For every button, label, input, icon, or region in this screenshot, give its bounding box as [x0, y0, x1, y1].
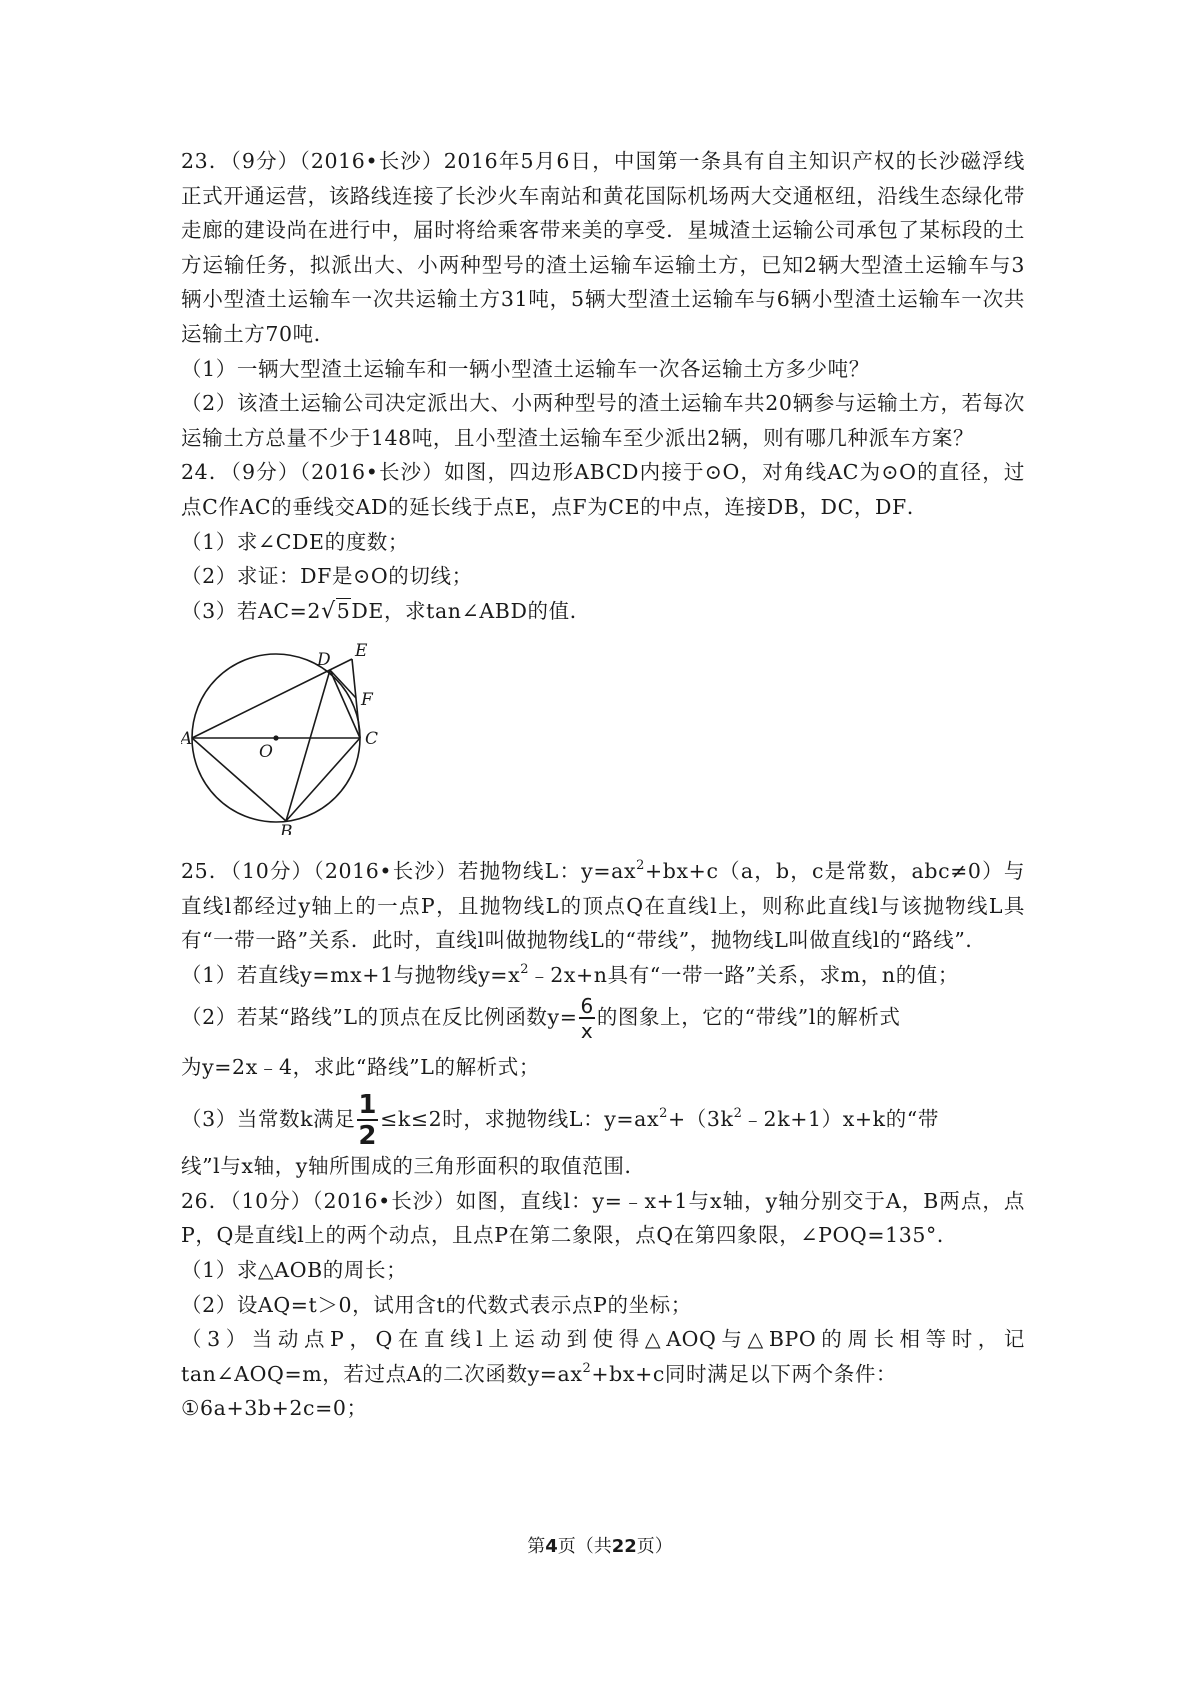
total-pages: 22 — [611, 1536, 637, 1557]
q25-part3-pre: （3）当常数k满足 — [181, 1107, 356, 1132]
q26-stem: 26．（10分）（2016•长沙）如图，直线l：y=﹣x+1与x轴，y轴分别交于A，B两点，点P，Q是直线l上的两个动点，且点P在第二象限，点Q在第四象限，∠POQ=135°． — [181, 1188, 1025, 1248]
center-point-o — [273, 736, 278, 741]
label-a: A — [181, 729, 193, 750]
q24-part3-pre: （3）若AC=2 — [181, 598, 322, 623]
q23-part1: （1）一辆大型渣土运输车和一辆小型渣土运输车一次各运输土方多少吨？ — [181, 356, 870, 381]
q25-part3-exponent-1: 2 — [659, 1106, 669, 1122]
fraction-denominator: x — [580, 1019, 594, 1044]
label-b: B — [280, 822, 294, 836]
q26-part2: （2）设AQ=t＞0，试用含t的代数式表示点P的坐标； — [181, 1292, 692, 1317]
q24-part2: （2）求证：DF是⊙O的切线； — [181, 564, 473, 589]
label-e: E — [355, 641, 369, 662]
fraction-numerator: 1 — [358, 1090, 378, 1121]
q24-part3 — [181, 594, 1025, 630]
q26-condition-1: ①6a+3b+2c=0； — [181, 1396, 368, 1421]
footer-post: 页） — [636, 1536, 673, 1557]
q24-stem: 24．（9分）（2016•长沙）如图，四边形ABCD内接于⊙O，对角线AC为⊙O的直径，过点C作AC的垂线交AD的延长线于点E，点F为CE的中点，连接DB，DC，DF． — [181, 460, 1025, 519]
segment-df — [330, 670, 356, 698]
label-d: D — [317, 650, 332, 671]
footer-pre: 第 — [527, 1536, 546, 1557]
q26-part3-post: +bx+c同时满足以下两个条件： — [591, 1361, 898, 1386]
footer-mid: 页（共 — [557, 1536, 612, 1557]
q25-part2-mid: 的图象上，它的“带线”l的解析式 — [596, 1005, 901, 1030]
label-f: F — [361, 690, 374, 711]
segment-ce — [352, 659, 360, 738]
page-content — [181, 144, 1025, 1426]
q25-part3 — [181, 1090, 1025, 1152]
q26-part1: （1）求△AOB的周长； — [181, 1258, 408, 1283]
q24-part3-post: DE，求tan∠ABD的值． — [351, 598, 591, 623]
segment-db — [286, 670, 330, 821]
page-footer — [0, 1532, 1200, 1558]
q25-part3-cont: 线”l与x轴，y轴所围成的三角形面积的取值范围． — [181, 1154, 646, 1179]
radical-sign: √ — [321, 598, 336, 624]
page-number: 4 — [545, 1536, 558, 1557]
q25-part3-c: ﹣2k+1）x+k的“带 — [742, 1107, 939, 1132]
q25-part1-post: ﹣2x+n具有“一带一路”关系，求m，n的值； — [529, 962, 960, 987]
q25-part1-exponent: 2 — [520, 961, 530, 977]
segment-dc — [330, 670, 360, 738]
label-c: C — [365, 729, 379, 750]
fraction-1-over-2 — [357, 1090, 378, 1152]
segment-ae — [192, 659, 352, 738]
q23-part2: （2）该渣土运输公司决定派出大、小两种型号的渣土运输车共20辆参与运输土方，若每次运输土方总量不少于148吨，且小型渣土运输车至少派出2辆，则有哪几种派车方案？ — [181, 391, 1025, 450]
q25-part2-pre: （2）若某“路线”L的顶点在反比例函数y= — [181, 1005, 578, 1030]
q26-part3-pre: （3）当动点P，Q在直线l上运动到使得△AOQ与△BPO的周长相等时，记tan∠AOQ=m，若过点A的二次函数y=ax — [181, 1327, 1025, 1386]
q25-part3-a: ≤k≤2时，求抛物线L：y=ax — [380, 1107, 660, 1132]
q25-part2-cont: 为y=2x﹣4，求此“路线”L的解析式； — [181, 1055, 540, 1080]
q25-stem-exponent: 2 — [636, 857, 645, 873]
q24-part1: （1）求∠CDE的度数； — [181, 529, 410, 554]
q25-part1 — [181, 958, 1025, 993]
q25-stem-post: +bx+c（a，b，c是常数，abc≠0）与直线l都经过y轴上的一点P，且抛物线L的顶点Q在直线l上，则称此直线l与该抛物线L具有“一带一路”关系．此时，直线l叫做抛物线L的“带线”，抛物线L叫做直线l的“路线”． — [181, 858, 1025, 953]
q26-part3-exponent: 2 — [582, 1360, 592, 1376]
q25-part2 — [181, 992, 1025, 1042]
fraction-6-over-x — [579, 994, 594, 1044]
q26-part3 — [181, 1322, 1025, 1391]
sqrt-expression — [321, 594, 351, 630]
q24-part3-radicand: 5 — [336, 598, 351, 623]
q25-stem — [181, 854, 1025, 958]
q23-stem: 23．（9分）（2016•长沙）2016年5月6日，中国第一条具有自主知识产权的长沙磁浮线正式开通运营，该路线连接了长沙火车南站和黄花国际机场两大交通枢纽，沿线生态绿化带走廊的建设尚在进行中，届时将给乘客带来美的享受．星城渣土运输公司承包了某标段的土方运输任务，拟派出大、小两种型号的渣土运输车运输土方，已知2辆大型渣土运输车与3辆小型渣土运输车一次共运输土方31吨，5辆大型渣土运输车与6辆小型渣土运输车一次共运输土方70吨． — [181, 149, 1025, 346]
q25-part1-pre: （1）若直线y=mx+1与抛物线y=x — [181, 962, 521, 987]
circle-geometry-figure — [181, 639, 401, 835]
fraction-denominator: 2 — [358, 1121, 378, 1152]
fraction-numerator: 6 — [580, 994, 594, 1019]
q25-part3-exponent-2: 2 — [733, 1106, 743, 1122]
q25-part3-b: +（3k — [668, 1107, 734, 1132]
q25-stem-pre: 25．（10分）（2016•长沙）若抛物线L：y=ax — [181, 858, 637, 883]
label-o: O — [259, 742, 274, 763]
